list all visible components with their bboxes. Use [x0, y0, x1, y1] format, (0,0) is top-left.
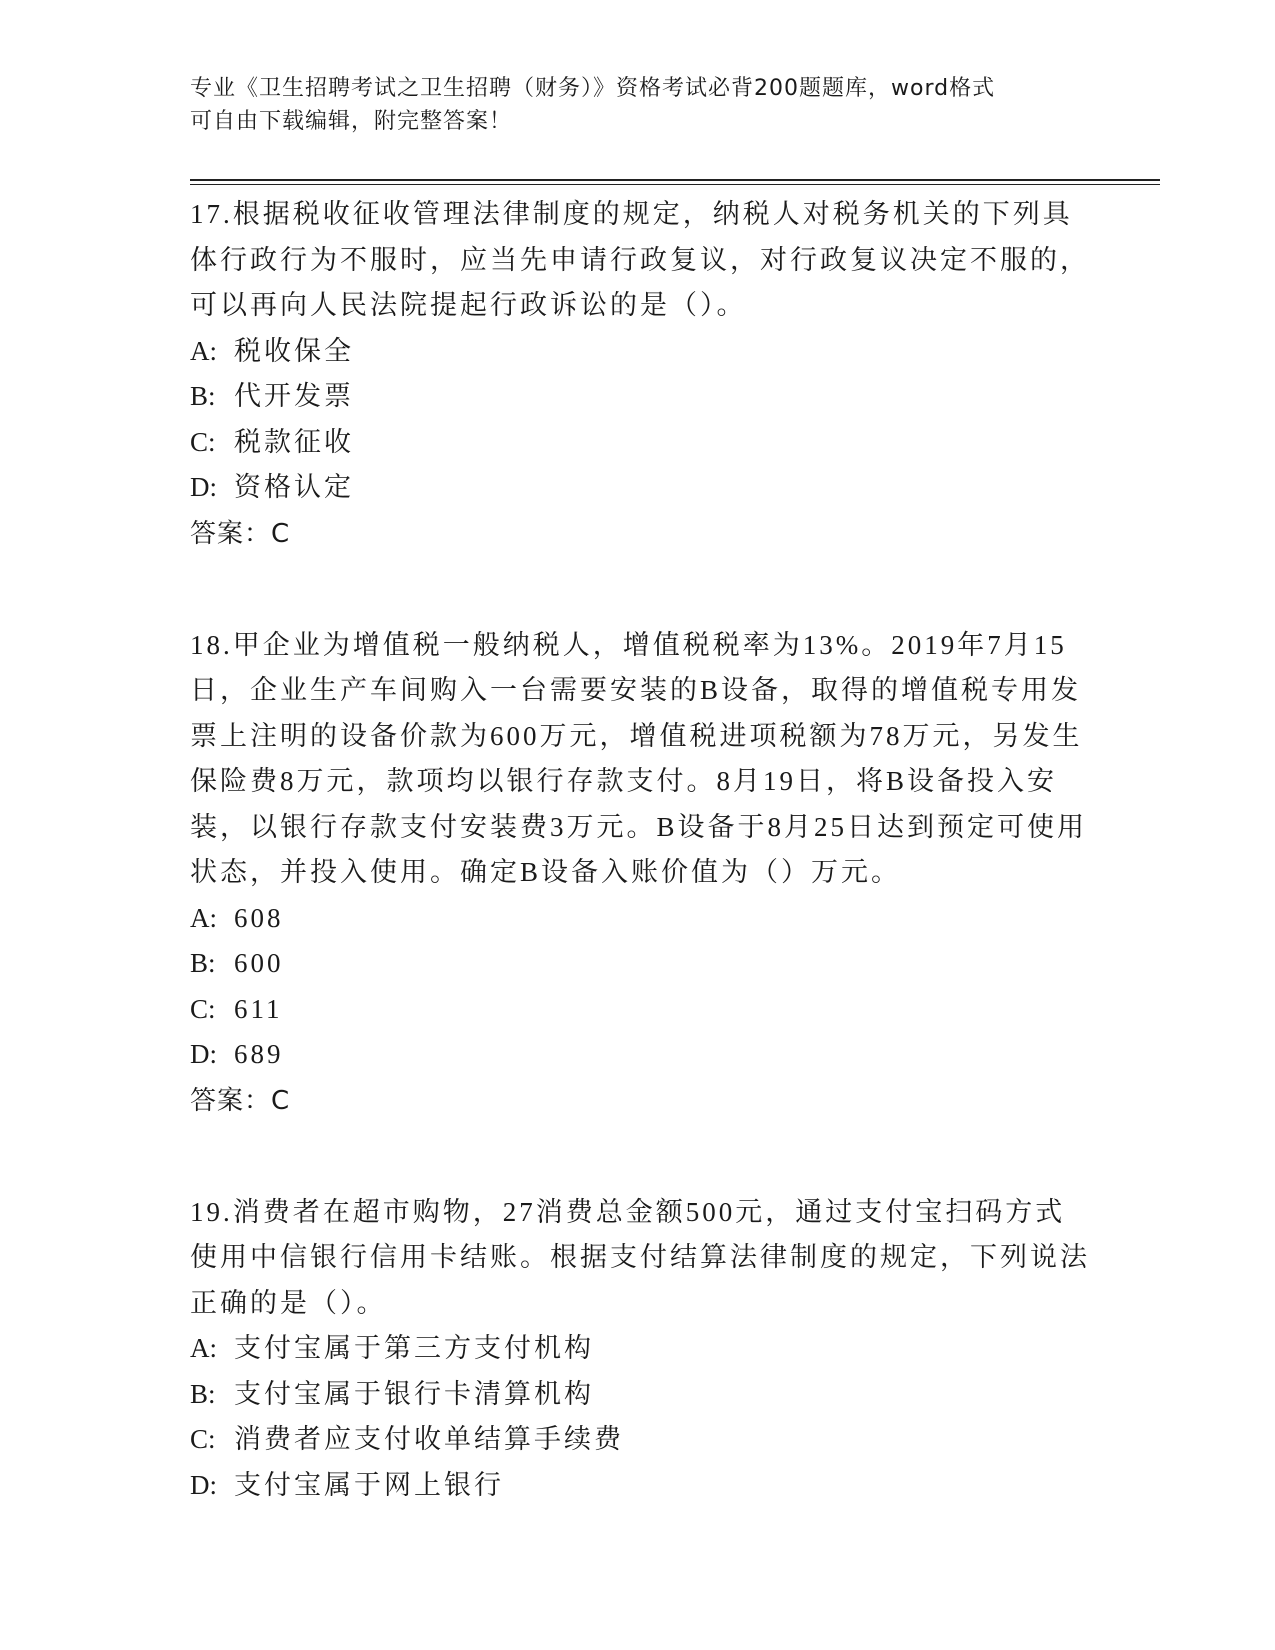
option-list: [190, 896, 1090, 1078]
question-stem: 17.根据税收征收管理法律制度的规定，纳税人对税务机关的下列具体行政行为不服时，应当先申请行政复议，对行政复议决定不服的，可以再向人民法院提起行政诉讼的是（）。: [190, 199, 1090, 320]
option-text: 689: [234, 1039, 284, 1069]
option-list: [190, 1326, 1090, 1508]
question-19: [190, 1190, 1090, 1509]
option-letter: C:: [190, 993, 216, 1024]
header-title-line-2: 可自由下载编辑，附完整答案！: [190, 109, 513, 134]
option-text: 608: [234, 902, 284, 933]
option-letter: A:: [190, 902, 217, 933]
option-b: [190, 941, 1090, 987]
header-divider-thin: [190, 184, 1160, 185]
option-list: [190, 329, 1090, 511]
option-d: [190, 465, 1090, 511]
option-text: 税款征收: [234, 426, 354, 457]
question-stem: 19.消费者在超市购物，27消费总金额500元，通过支付宝扫码方式使用中信银行信用卡结账。根据支付结算法律制度的规定，下列说法正确的是（）。: [190, 1196, 1090, 1318]
option-letter: B:: [190, 1378, 216, 1409]
option-letter: D:: [190, 1469, 217, 1500]
question-spacer: [190, 557, 1090, 623]
question-list: [190, 192, 1090, 1508]
answer-line: 答案：C: [190, 1085, 291, 1116]
option-c: [190, 987, 1090, 1033]
answer-line: 答案：C: [190, 518, 291, 549]
option-b: [190, 374, 1090, 420]
option-letter: B:: [190, 948, 216, 978]
option-letter: B:: [190, 381, 216, 411]
option-c: [190, 1417, 1090, 1463]
option-letter: C:: [190, 1424, 216, 1454]
option-letter: A:: [190, 1333, 217, 1363]
option-letter: A:: [190, 335, 217, 366]
option-text: 代开发票: [234, 381, 354, 411]
option-letter: C:: [190, 426, 216, 457]
header-divider-thick: [190, 179, 1160, 181]
question-spacer: [190, 1124, 1090, 1190]
question-18: [190, 623, 1090, 1124]
question-17: [190, 192, 1090, 557]
option-letter: D:: [190, 472, 217, 502]
option-d: [190, 1032, 1090, 1078]
option-text: 税收保全: [234, 335, 354, 366]
option-a: [190, 329, 1090, 375]
option-text: 消费者应支付收单结算手续费: [234, 1424, 624, 1454]
option-text: 支付宝属于网上银行: [234, 1469, 504, 1500]
option-c: [190, 420, 1090, 466]
document-header: [190, 72, 1070, 138]
option-b: [190, 1372, 1090, 1418]
header-title-line-1: 专业《卫生招聘考试之卫生招聘（财务）》资格考试必背200题题库，word格式: [190, 76, 996, 101]
option-text: 资格认定: [234, 472, 354, 502]
option-text: 600: [234, 948, 284, 978]
option-a: [190, 896, 1090, 942]
question-stem: 18.甲企业为增值税一般纳税人，增值税税率为13%。2019年7月15日，企业生产车间购入一台需要安装的B设备，取得的增值税专用发票上注明的设备价款为600万元，增值税进项税额为78万元，另发生保险费8万元，款项均以银行存款支付。8月19日，将B设备投入安装，以银行存款支付安装费3万元。B设备于8月25日达到预定可使用状态，并投入使用。确定B设备入账价值为（）万元。: [190, 629, 1088, 887]
option-text: 支付宝属于第三方支付机构: [234, 1333, 594, 1363]
option-a: [190, 1326, 1090, 1372]
option-text: 支付宝属于银行卡清算机构: [234, 1378, 594, 1409]
option-text: 611: [234, 993, 283, 1024]
option-d: [190, 1463, 1090, 1509]
option-letter: D:: [190, 1039, 217, 1069]
